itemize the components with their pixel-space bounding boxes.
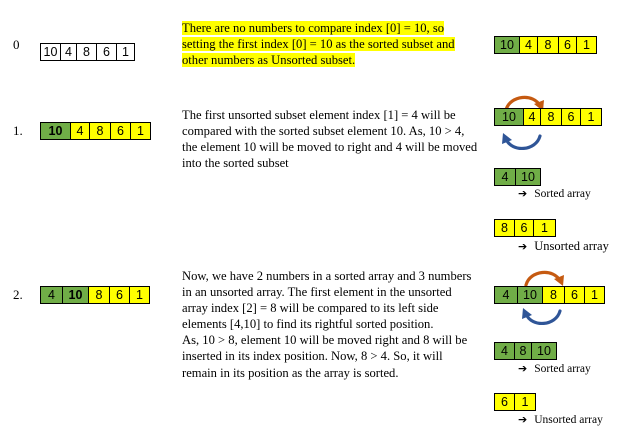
array-cell: 10 [532,343,556,359]
array-cell: 8 [543,287,565,303]
step-1-sorted-array [494,168,541,186]
step-0-initial-array [40,43,135,61]
array-cell: 6 [559,37,577,53]
array-cell: 10 [41,44,61,60]
step-1-unsorted-caption-text: Unsorted array [534,239,609,253]
step-0-colored-array [494,36,597,54]
array-cell: 4 [495,343,515,359]
array-cell: 8 [77,44,97,60]
array-cell: 4 [495,287,518,303]
step-2-current-array [40,286,150,304]
array-cell: 10 [41,123,71,139]
array-cell: 8 [538,37,559,53]
step-1-label: 1. [13,123,23,138]
step-2-swap-array [494,286,605,304]
array-cell: 4 [71,123,90,139]
step-2-unsorted-array [494,393,536,411]
step-2-unsorted-caption [518,413,603,427]
step-1-description: The first unsorted subset element index [1] = 4 will be compared with the sorted subset element 10. As, 10 > 4, the element 10 will be moved to right and 4 will be moved into the sorted subset [182,108,478,171]
array-cell: 1 [117,44,134,60]
array-cell: 1 [585,287,604,303]
array-cell: 6 [495,394,515,410]
array-cell: 10 [516,169,540,185]
step-2-description [182,268,480,381]
step-0-label: 0 [13,37,20,52]
step-1-unsorted-array [494,219,556,237]
array-cell: 10 [495,37,520,53]
array-cell: 8 [89,287,110,303]
right-arrow-icon: ➔ [518,187,528,200]
array-cell: 1 [515,394,535,410]
array-cell: 4 [61,44,77,60]
array-cell: 6 [515,220,534,236]
step-0-description-text: There are no numbers to compare index [0] = 10, so setting the first index [0] = 10 as the sorted subset and other numbers as Unsorted subset. [182,21,455,68]
array-cell: 4 [41,287,63,303]
right-arrow-icon: ➔ [518,362,528,375]
step-2-description-para-2: As, 10 > 8, element 10 will be moved right and 8 will be inserted in its index position. Now, 8 > 4. So, it will remain in its position as the array is sorted. [182,333,468,380]
step-2-label: 2. [13,287,23,302]
array-cell: 8 [90,123,111,139]
step-1-sorted-caption-text: Sorted array [534,188,591,200]
step-2-sorted-caption [518,362,591,376]
array-cell: 8 [541,109,562,125]
array-cell: 6 [111,123,131,139]
array-cell: 6 [562,109,581,125]
array-cell: 6 [110,287,130,303]
right-arrow-icon: ➔ [518,413,528,426]
array-cell: 10 [495,109,524,125]
right-arrow-icon: ➔ [518,240,528,253]
array-cell: 4 [524,109,541,125]
array-cell: 6 [97,44,117,60]
array-cell: 10 [63,287,89,303]
array-cell: 4 [495,169,516,185]
step-2-sorted-caption-text: Sorted array [534,363,591,375]
array-cell: 8 [495,220,515,236]
step-2-sorted-array [494,342,557,360]
step-1-swap-array [494,108,602,126]
step-2-description-para-1: Now, we have 2 numbers in a sorted array and 3 numbers in an unsorted array. The first element in the unsorted array index [2] = 8 will be compared to its left side elements [4,10] to find its rightful sorted position. [182,269,472,332]
array-cell: 6 [565,287,585,303]
array-cell: 1 [130,287,149,303]
array-cell: 1 [131,123,150,139]
array-cell: 10 [518,287,543,303]
array-cell: 4 [520,37,538,53]
step-0-description [182,20,480,68]
array-cell: 1 [577,37,596,53]
step-2-unsorted-caption-text: Unsorted array [534,414,603,426]
step-1-current-array [40,122,151,140]
array-cell: 1 [534,220,555,236]
step-1-unsorted-caption [518,240,609,253]
array-cell: 8 [515,343,532,359]
array-cell: 1 [581,109,601,125]
step-1-sorted-caption [518,187,591,201]
